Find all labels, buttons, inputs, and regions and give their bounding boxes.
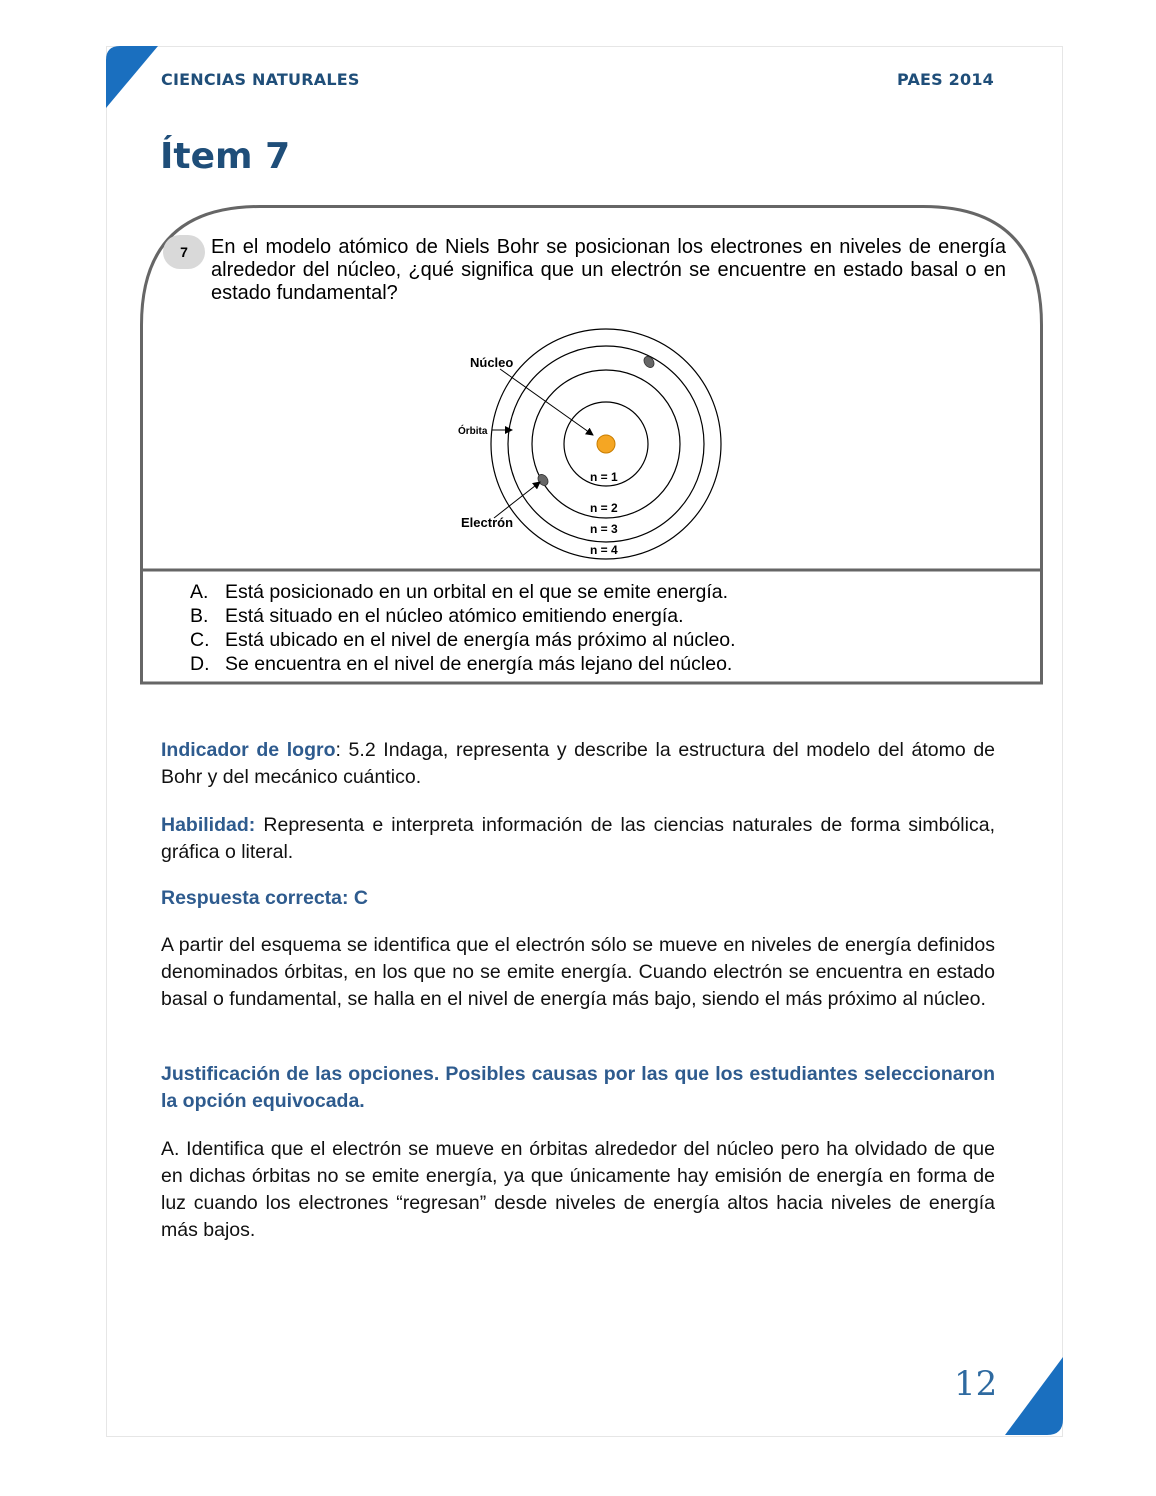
header-exam: PAES 2014 <box>897 70 994 89</box>
answer-options <box>190 580 736 676</box>
option-letter: B. <box>190 605 209 627</box>
top-left-corner-decoration <box>106 46 158 108</box>
electron-inner <box>536 473 550 488</box>
electron-outer <box>642 355 656 370</box>
nucleus-label: Núcleo <box>470 355 514 370</box>
correct-answer: Respuesta correcta: C <box>161 887 368 909</box>
level-label-n3: n = 3 <box>590 522 618 536</box>
indicator-text: : 5.2 Indaga, representa y describe la estructura del modelo del átomo de Bohr y del mecánico cuántico. <box>161 739 996 788</box>
option-c <box>190 628 736 652</box>
nucleus <box>597 435 615 453</box>
header-subject: CIENCIAS NATURALES <box>161 70 360 89</box>
achievement-indicator <box>161 737 995 791</box>
page-number: 12 <box>954 1364 998 1404</box>
explanation: A partir del esquema se identifica que el electrón sólo se mueve en niveles de energía definidos denominados órbitas, en los que no se emite energía. Cuando electrón se encuentra en estado basal o fundamental, se halla en el nivel de energía más bajo, siendo el más próximo al núcleo. <box>161 934 995 1010</box>
level-label-n1: n = 1 <box>590 470 618 484</box>
item-title: Ítem 7 <box>160 136 291 177</box>
option-text: Se encuentra en el nivel de energía más lejano del núcleo. <box>225 653 733 675</box>
level-label-n4: n = 4 <box>590 543 618 557</box>
option-letter: C. <box>190 629 210 651</box>
level-label-n2: n = 2 <box>590 501 618 515</box>
option-letter: A. <box>190 581 209 603</box>
question-text: En el modelo atómico de Niels Bohr se posicionan los electrones en niveles de energía alrededor del núcleo, ¿qué significa que un electrón se encuentre en estado basal o en estado fundamental? <box>211 236 1006 304</box>
question-number-badge: 7 <box>163 235 205 269</box>
option-b <box>190 604 736 628</box>
skill-text: Representa e interpreta información de las ciencias naturales de forma simbólica, gráfica o literal. <box>161 814 995 863</box>
nucleus-pointer <box>500 369 593 435</box>
option-a <box>190 580 736 604</box>
electron-label: Electrón <box>461 515 514 530</box>
electron-pointer <box>494 482 540 518</box>
skill <box>161 812 995 866</box>
bohr-model-diagram <box>440 322 740 562</box>
indicator-label: Indicador de logro <box>161 739 336 761</box>
skill-label: Habilidad: <box>161 814 256 836</box>
orbit-label: Órbita <box>458 426 488 437</box>
option-text: Está posicionado en un orbital en el que se emite energía. <box>225 581 729 603</box>
bottom-right-corner-decoration <box>1005 1357 1063 1437</box>
option-text: Está ubicado en el nivel de energía más próximo al núcleo. <box>225 629 736 651</box>
option-d <box>190 652 736 676</box>
justification-heading: Justificación de las opciones. Posibles causas por las que los estudiantes seleccionaron la opción equivocada. <box>161 1063 995 1112</box>
option-letter: D. <box>190 653 210 675</box>
justification-option-a: A. Identifica que el electrón se mueve en órbitas alrededor del núcleo pero ha olvidado de que en dichas órbitas no se emite energía, ya que únicamente hay emisión de energía en forma de luz cuando los electrones “regresan” desde niveles de energía altos hacia niveles de energía más bajos. <box>161 1138 995 1241</box>
option-text: Está situado en el núcleo atómico emitiendo energía. <box>225 605 684 627</box>
